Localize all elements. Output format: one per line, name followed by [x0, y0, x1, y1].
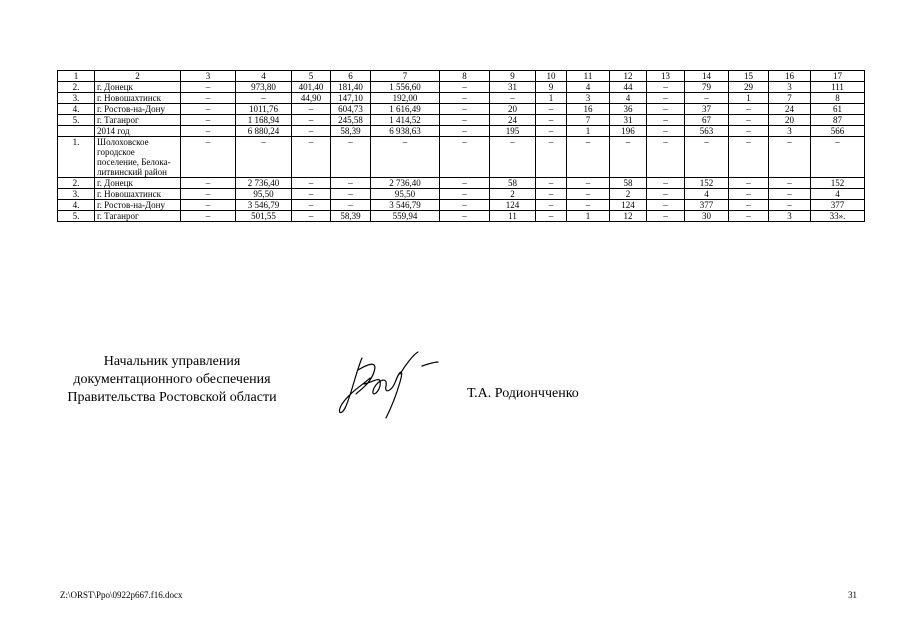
table-cell: – — [769, 178, 811, 189]
table-cell: – — [292, 126, 331, 137]
column-number-cell: 16 — [769, 71, 811, 82]
table-row — [58, 115, 865, 126]
table-cell: 61 — [811, 104, 865, 115]
table-cell: – — [292, 200, 331, 211]
table-cell: – — [440, 82, 490, 93]
table-row — [58, 211, 865, 222]
table-cell: 566 — [811, 126, 865, 137]
table-cell: – — [371, 137, 440, 178]
table-cell: 559,94 — [371, 211, 440, 222]
table-cell: – — [536, 211, 567, 222]
table-cell: 1 — [729, 93, 769, 104]
table-cell: 377 — [811, 200, 865, 211]
table-cell: 2 — [610, 189, 647, 200]
table-cell: – — [536, 189, 567, 200]
table-cell: – — [647, 115, 685, 126]
table-cell: – — [440, 93, 490, 104]
table-cell: – — [610, 137, 647, 178]
table-cell: – — [440, 189, 490, 200]
column-number-cell: 12 — [610, 71, 647, 82]
handwritten-signature — [334, 344, 444, 424]
table-cell: – — [181, 82, 236, 93]
table-cell: – — [181, 200, 236, 211]
table-cell: 2 — [490, 189, 536, 200]
table-cell: 9 — [536, 82, 567, 93]
table-cell — [58, 126, 95, 137]
table-cell: – — [536, 200, 567, 211]
column-number-cell: 5 — [292, 71, 331, 82]
table-cell: 1 556,60 — [371, 82, 440, 93]
table-cell: – — [536, 137, 567, 178]
table-row — [58, 189, 865, 200]
table-cell: – — [292, 137, 331, 178]
table-cell: 87 — [811, 115, 865, 126]
locality-cell: г. Новошахтинск — [95, 189, 181, 200]
table-cell: 4 — [567, 82, 610, 93]
table-cell: – — [292, 189, 331, 200]
table-row — [58, 93, 865, 104]
table-cell: 36 — [610, 104, 647, 115]
locality-cell: г. Таганрог — [95, 115, 181, 126]
signature-title-line1: Начальник управления — [103, 354, 241, 369]
table-cell: 124 — [610, 200, 647, 211]
table-cell: 3. — [58, 189, 95, 200]
table-row — [58, 200, 865, 211]
table-cell: 24 — [769, 104, 811, 115]
table-cell: – — [440, 104, 490, 115]
table-cell: 12 — [610, 211, 647, 222]
footer-page-number: 31 — [848, 590, 857, 600]
locality-cell: Шолоховское городское поселение, Белока-литвинский район — [95, 137, 181, 178]
table-cell: 29 — [729, 82, 769, 93]
table-cell: – — [181, 178, 236, 189]
table-cell: – — [440, 178, 490, 189]
signature-title-line3: Правительства Ростовской области — [67, 390, 277, 405]
table-cell: 4 — [811, 189, 865, 200]
table-cell: – — [685, 137, 729, 178]
table-cell: – — [769, 200, 811, 211]
locality-cell: г. Донецк — [95, 82, 181, 93]
table-cell: 30 — [685, 211, 729, 222]
table-cell: 58,39 — [331, 126, 371, 137]
table-cell: – — [729, 104, 769, 115]
column-number-cell: 13 — [647, 71, 685, 82]
table-cell: – — [647, 82, 685, 93]
table-cell: – — [292, 211, 331, 222]
table-cell: – — [181, 104, 236, 115]
table-cell: 3 546,79 — [236, 200, 292, 211]
locality-cell: г. Ростов-на-Дону — [95, 200, 181, 211]
table-cell: – — [536, 115, 567, 126]
table-cell: – — [181, 115, 236, 126]
table-cell: – — [729, 200, 769, 211]
table-cell: 6 880,24 — [236, 126, 292, 137]
table-cell: – — [236, 137, 292, 178]
table-cell: 8 — [811, 93, 865, 104]
table-cell: 24 — [490, 115, 536, 126]
table-cell: 7 — [567, 115, 610, 126]
table-cell: 5. — [58, 115, 95, 126]
table-cell: 245,58 — [331, 115, 371, 126]
table-cell: – — [292, 104, 331, 115]
table-cell: 196 — [610, 126, 647, 137]
table-cell: 31 — [490, 82, 536, 93]
table-cell: – — [567, 200, 610, 211]
locality-cell: г. Таганрог — [95, 211, 181, 222]
table-cell: – — [181, 126, 236, 137]
column-number-cell: 11 — [567, 71, 610, 82]
table-row — [58, 82, 865, 93]
table-cell: 973,80 — [236, 82, 292, 93]
table-cell: 2. — [58, 178, 95, 189]
table-cell: – — [729, 178, 769, 189]
table-cell: 604,73 — [331, 104, 371, 115]
table-cell: 44 — [610, 82, 647, 93]
table-cell: – — [729, 211, 769, 222]
table-cell: – — [685, 93, 729, 104]
table-cell: – — [769, 137, 811, 178]
table-cell: – — [729, 115, 769, 126]
signature-title — [60, 353, 284, 407]
column-number-cell: 17 — [811, 71, 865, 82]
table-cell: – — [567, 189, 610, 200]
table-cell: 4. — [58, 200, 95, 211]
table-cell: 3 — [567, 93, 610, 104]
table-cell: 4. — [58, 104, 95, 115]
table-cell: 7 — [769, 93, 811, 104]
table-cell: – — [236, 93, 292, 104]
table-cell: 95,50 — [371, 189, 440, 200]
table-cell: – — [490, 93, 536, 104]
data-table — [57, 70, 865, 222]
locality-cell: г. Новошахтинск — [95, 93, 181, 104]
table-cell: 377 — [685, 200, 729, 211]
table-cell: 1 414,52 — [371, 115, 440, 126]
locality-cell: 2014 год — [95, 126, 181, 137]
table-row — [58, 137, 865, 178]
signatory-name: Т.А. Родиончченко — [467, 386, 579, 401]
table-cell: – — [440, 115, 490, 126]
table-cell: 2 736,40 — [236, 178, 292, 189]
table-cell: 20 — [490, 104, 536, 115]
table-cell: 1. — [58, 137, 95, 178]
table-header-row — [58, 71, 865, 82]
table-cell: 501,55 — [236, 211, 292, 222]
table-cell: 44,90 — [292, 93, 331, 104]
locality-cell: г. Донецк — [95, 178, 181, 189]
table-cell: 37 — [685, 104, 729, 115]
table-cell: – — [181, 137, 236, 178]
table-cell: – — [769, 189, 811, 200]
table-cell: – — [647, 200, 685, 211]
column-number-cell: 14 — [685, 71, 729, 82]
table-cell: – — [647, 93, 685, 104]
table-cell: 95,50 — [236, 189, 292, 200]
table-cell: – — [536, 178, 567, 189]
column-number-cell: 10 — [536, 71, 567, 82]
table-cell: 152 — [685, 178, 729, 189]
table-cell: – — [536, 104, 567, 115]
table-cell: 67 — [685, 115, 729, 126]
signature-title-line2: документационного обеспечения — [73, 372, 271, 387]
table-cell: – — [729, 137, 769, 178]
table-cell: – — [490, 137, 536, 178]
table-cell: – — [567, 137, 610, 178]
table-cell: 3 546,79 — [371, 200, 440, 211]
table-row — [58, 104, 865, 115]
table-cell: 31 — [610, 115, 647, 126]
table-cell: 6 938,63 — [371, 126, 440, 137]
table-cell: 181,40 — [331, 82, 371, 93]
table-cell: 2 736,40 — [371, 178, 440, 189]
column-number-cell: 2 — [95, 71, 181, 82]
table-cell: – — [181, 211, 236, 222]
table-row — [58, 178, 865, 189]
locality-cell: г. Ростов-на-Дону — [95, 104, 181, 115]
table-cell: 1 — [536, 93, 567, 104]
table-cell: 3. — [58, 93, 95, 104]
table-cell: – — [647, 126, 685, 137]
footer-file-path: Z:\ORST\Ppo\0922p667.f16.docx — [60, 590, 183, 600]
table-cell: – — [440, 200, 490, 211]
column-number-cell: 9 — [490, 71, 536, 82]
table-cell: 3 — [769, 126, 811, 137]
table-cell: – — [729, 126, 769, 137]
table-cell: 1011,76 — [236, 104, 292, 115]
table-cell: 58,39 — [331, 211, 371, 222]
table-cell: 147,10 — [331, 93, 371, 104]
table-cell: 16 — [567, 104, 610, 115]
table-cell: – — [331, 189, 371, 200]
table-cell: 33». — [811, 211, 865, 222]
table-cell: – — [331, 178, 371, 189]
column-number-cell: 4 — [236, 71, 292, 82]
table-cell: 4 — [685, 189, 729, 200]
table-cell: 1 — [567, 126, 610, 137]
table-cell: 563 — [685, 126, 729, 137]
table-cell: 58 — [490, 178, 536, 189]
table-cell: 195 — [490, 126, 536, 137]
table-cell: 5. — [58, 211, 95, 222]
table-cell: 1 — [567, 211, 610, 222]
table-cell: 2. — [58, 82, 95, 93]
table-cell: 401,40 — [292, 82, 331, 93]
column-number-cell: 1 — [58, 71, 95, 82]
column-number-cell: 8 — [440, 71, 490, 82]
table-cell: – — [647, 211, 685, 222]
table-cell: – — [181, 189, 236, 200]
table-cell: – — [647, 104, 685, 115]
column-number-cell: 3 — [181, 71, 236, 82]
table-cell: 3 — [769, 82, 811, 93]
table-cell: 192,00 — [371, 93, 440, 104]
table-cell: – — [292, 178, 331, 189]
table-cell: – — [647, 178, 685, 189]
table-cell: – — [292, 115, 331, 126]
table-cell: – — [440, 137, 490, 178]
table-cell: 1 168,94 — [236, 115, 292, 126]
column-number-cell: 7 — [371, 71, 440, 82]
table-cell: 111 — [811, 82, 865, 93]
table-cell: – — [811, 137, 865, 178]
table-cell: – — [440, 126, 490, 137]
table-cell: – — [536, 126, 567, 137]
table-cell: 124 — [490, 200, 536, 211]
table-cell: – — [440, 211, 490, 222]
column-number-cell: 6 — [331, 71, 371, 82]
table-cell: 3 — [769, 211, 811, 222]
table-cell: 58 — [610, 178, 647, 189]
table-cell: 4 — [610, 93, 647, 104]
table-cell: – — [181, 93, 236, 104]
table-cell: 79 — [685, 82, 729, 93]
table-cell: – — [729, 189, 769, 200]
table-cell: – — [567, 178, 610, 189]
table-cell: 20 — [769, 115, 811, 126]
table-cell: 11 — [490, 211, 536, 222]
table-cell: 1 616,49 — [371, 104, 440, 115]
table-cell: – — [647, 137, 685, 178]
table-cell: – — [647, 189, 685, 200]
table-row — [58, 126, 865, 137]
table-cell: – — [331, 137, 371, 178]
table-cell: – — [331, 200, 371, 211]
table-cell: 152 — [811, 178, 865, 189]
table-body — [58, 71, 865, 222]
column-number-cell: 15 — [729, 71, 769, 82]
